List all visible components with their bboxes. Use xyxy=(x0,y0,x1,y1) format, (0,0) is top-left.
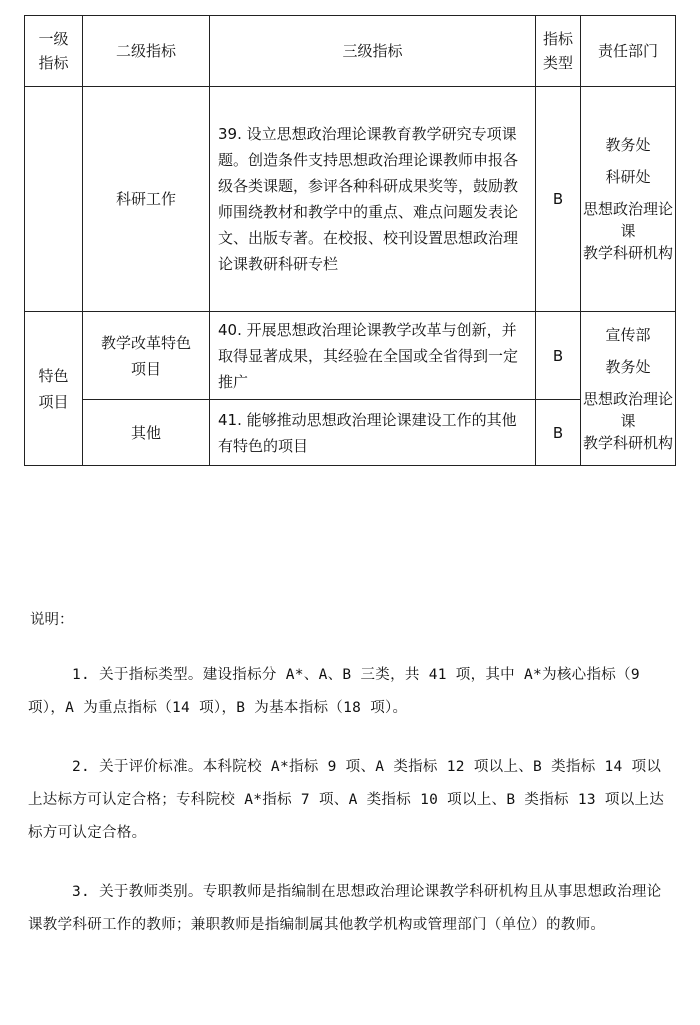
cell-level2 xyxy=(83,87,210,312)
cell-type-text: B xyxy=(552,423,564,442)
cell-level2-text: 其他 xyxy=(130,423,161,442)
notes-title: 说明： xyxy=(30,612,74,628)
table-row xyxy=(25,312,676,400)
dept-item: 思想政治理论课 教学科研机构 xyxy=(582,389,673,452)
cell-level1-text: 特色 项目 xyxy=(38,366,69,411)
cell-level2-text: 科研工作 xyxy=(115,190,176,208)
dept-item: 教务处 xyxy=(605,357,651,376)
indicator-table xyxy=(24,15,676,466)
notes-section xyxy=(28,608,668,968)
cell-type-text: B xyxy=(552,190,564,208)
header-level3-text: 三级指标 xyxy=(342,42,403,60)
table-row xyxy=(25,400,676,466)
header-level3 xyxy=(210,16,536,87)
table-header-row xyxy=(25,16,676,87)
cell-type xyxy=(536,312,581,400)
cell-level3-text: 39. 设立思想政治理论课教育教学研究专项课题。创造条件支持思想政治理论课教师申报各级各类课题，参评各种科研成果奖等，鼓励教师围绕教材和教学中的重点、难点问题发表论文、出版专著。在校报、校刊设置思想政治理论课教研科研专栏 xyxy=(218,125,519,273)
header-level1-text: 一级 指标 xyxy=(38,30,69,72)
header-level1 xyxy=(25,16,83,87)
dept-item: 教务处 xyxy=(605,136,651,154)
header-level2-text: 二级指标 xyxy=(115,42,176,60)
table-row xyxy=(25,87,676,312)
cell-type xyxy=(536,400,581,466)
cell-dept xyxy=(581,312,676,466)
cell-level2 xyxy=(83,400,210,466)
dept-item: 思想政治理论课 教学科研机构 xyxy=(582,200,673,262)
cell-level3-text: 41. 能够推动思想政治理论课建设工作的其他有特色的项目 xyxy=(218,410,517,455)
cell-level2 xyxy=(83,312,210,400)
cell-type xyxy=(536,87,581,312)
cell-level1 xyxy=(25,87,83,312)
note-item: 2. 关于评价标准。本科院校 A*指标 9 项、A 类指标 12 项以上、B 类指标 14 项以上达标方可认定合格；专科院校 A*指标 7 项、A 类指标 10 项以上、B 类指标 13 项以上达标方可认定合格。 xyxy=(28,759,665,841)
note-item: 1. 关于指标类型。建设指标分 A*、A、B 三类，共 41 项，其中 A*为核心指标（9 项），A 为重点指标（14 项），B 为基本指标（18 项）。 xyxy=(28,667,640,716)
dept-item: 宣传部 xyxy=(605,325,651,344)
note-item: 3. 关于教师类别。专职教师是指编制在思想政治理论课教学科研机构且从事思想政治理论课教学科研工作的教师；兼职教师是指编制属其他教学机构或管理部门（单位）的教师。 xyxy=(28,884,662,933)
header-type-text: 指标 类型 xyxy=(542,30,573,72)
cell-level3-text: 40. 开展思想政治理论课教学改革与创新，并取得显著成果，其经验在全国或全省得到一定推广 xyxy=(218,320,519,391)
cell-level3 xyxy=(210,312,536,400)
cell-level3 xyxy=(210,87,536,312)
cell-level2-text: 教学改革特色 项目 xyxy=(100,333,191,378)
header-dept-text: 责任部门 xyxy=(597,42,658,60)
header-dept xyxy=(581,16,676,87)
header-type xyxy=(536,16,581,87)
dept-item: 科研处 xyxy=(605,168,651,186)
cell-type-text: B xyxy=(552,346,564,365)
header-level2 xyxy=(83,16,210,87)
cell-level3 xyxy=(210,400,536,466)
cell-dept xyxy=(581,87,676,312)
cell-level1 xyxy=(25,312,83,466)
